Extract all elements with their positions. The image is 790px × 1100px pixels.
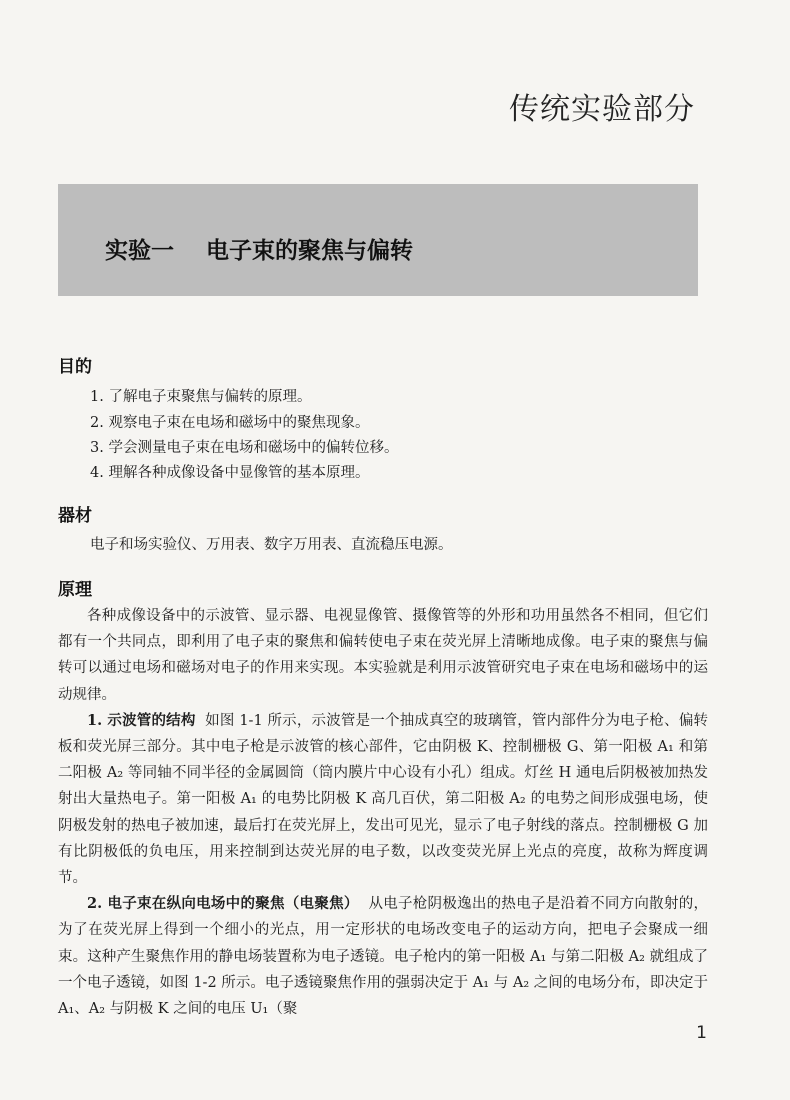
objective-item: 4. 理解各种成像设备中显像管的基本原理。 (90, 465, 370, 481)
section-1-text: 如图 1-1 所示，示波管是一个抽成真空的玻璃管，管内部件分为电子枪、偏转板和荧光屏三部分。其中电子枪是示波管的核心部件，它由阴极 K、控制栅极 G、第一阳极 A₁ 和第二阳极 A₂ 等同轴不同半径的金属圆筒（筒内膜片中心设有小孔）组成。灯丝 H 通电后阴极被加热发射出大量热电子。第一阳极 A₁ 的电势比阴极 K 高几百伏，第二阳极 A₂ 的电势之间形成强电场，使阴极发射的热电子被加速，最后打在荧光屏上，发出可见光，显示了电子射线的落点。控制栅极 G 加有比阴极低的负电压，用来控制到达荧光屏的电子数，以改变荧光屏上光点的亮度，故称为辉度调节。 (58, 712, 709, 887)
objective-item: 3. 学会测量电子束在电场和磁场中的偏转位移。 (90, 440, 399, 456)
experiment-number: 实验一 (105, 238, 174, 264)
experiment-title (105, 232, 445, 265)
experiment-name: 电子束的聚焦与偏转 (206, 238, 413, 264)
section-2-text: 从电子枪阴极逸出的热电子是沿着不同方向散射的，为了在荧光屏上得到一个细小的光点，用一定形状的电场改变电子的运动方向，把电子会聚成一细束。这种产生聚焦作用的静电场装置称为电子透镜。电子枪内的第一阳极 A₁ 与第二阳极 A₂ 就组成了一个电子透镜，如图 1-2 所示。电子透镜聚焦作用的强弱决定于 A₁ 与 A₂ 之间的电场分布，即决定于 A₁、A₂ 与阴极 K 之间的电压 U₁（聚 (58, 896, 709, 1018)
principle-intro: 各种成像设备中的示波管、显示器、电视显像管、摄像管等的外形和功用虽然各不相同，但它们都有一个共同点，即利用了电子束的聚焦和偏转使电子束在荧光屏上清晰地成像。电子束的聚焦与偏转可以通过电场和磁场对电子的作用来实现。本实验就是利用示波管研究电子束在电场和磁场中的运动规律。 (58, 608, 708, 703)
equipment-heading: 器材 (58, 506, 92, 526)
section-2 (58, 891, 708, 1022)
objective-item: 2. 观察电子束在电场和磁场中的聚焦现象。 (90, 415, 370, 431)
objective-item: 1. 了解电子束聚焦与偏转的原理。 (90, 389, 312, 405)
page-number: 1 (696, 1023, 707, 1043)
section-1 (58, 708, 708, 891)
part-title: 传统实验部分 (509, 92, 695, 127)
objective-heading: 目的 (58, 357, 92, 377)
principle-body (58, 603, 708, 1022)
section-1-title: 1. 示波管的结构 (87, 711, 196, 729)
principle-heading: 原理 (58, 580, 92, 600)
section-2-title: 2. 电子束在纵向电场中的聚焦（电聚焦） (87, 895, 359, 913)
equipment-text: 电子和场实验仪、万用表、数字万用表、直流稳压电源。 (90, 537, 453, 553)
